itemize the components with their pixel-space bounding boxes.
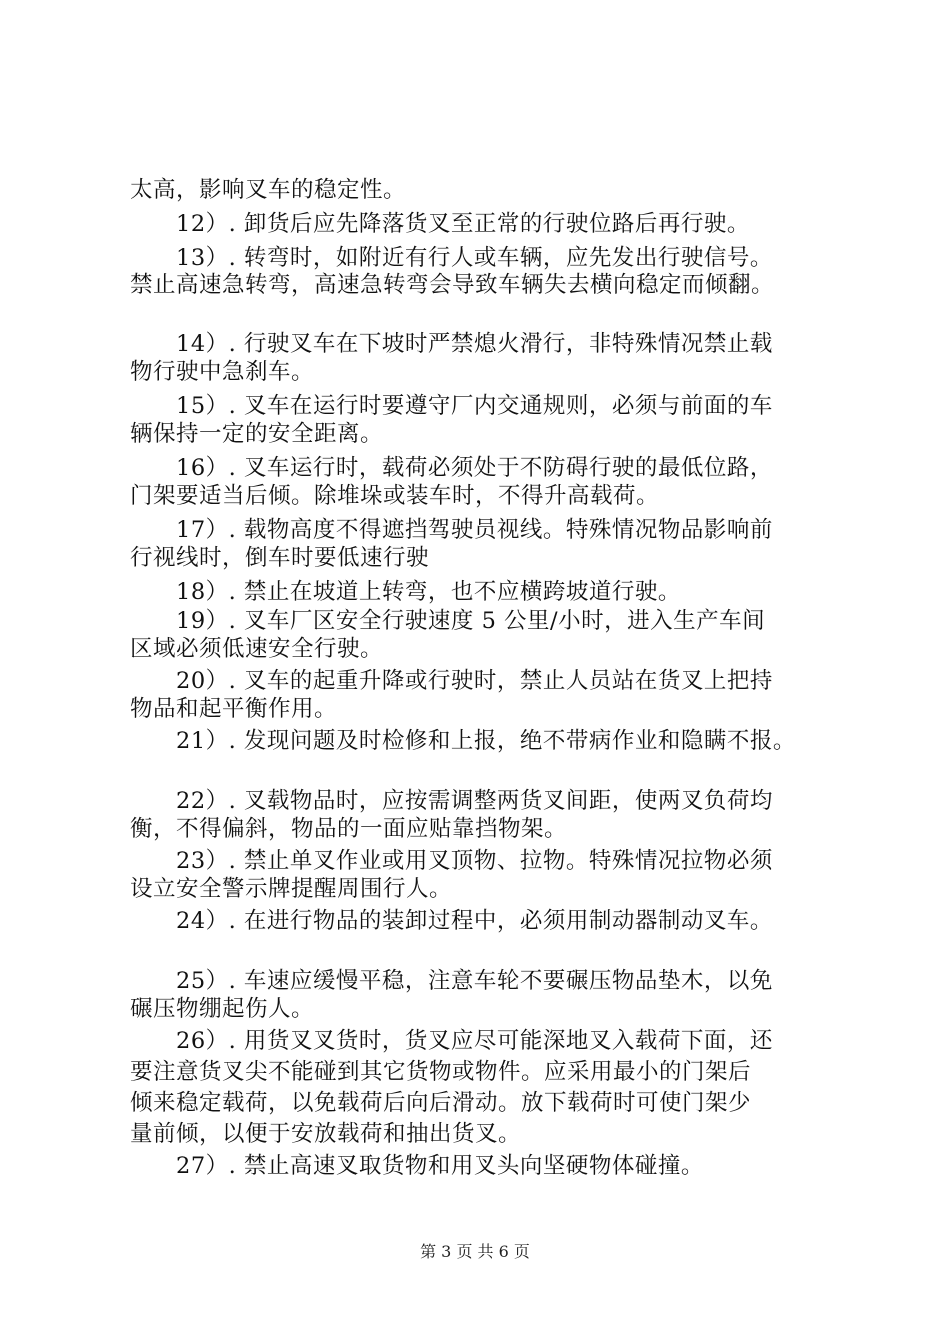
page-number-footer: 第 3 页 共 6 页 bbox=[420, 1242, 530, 1261]
text-line: 22）. 叉载物品时，应按需调整两货叉间距，使两叉负荷均 bbox=[176, 788, 773, 814]
text-line: 17）. 载物高度不得遮挡驾驶员视线。特殊情况物品影响前 bbox=[176, 517, 773, 543]
text-line: 12）. 卸货后应先降落货叉至正常的行驶位路后再行驶。 bbox=[176, 211, 750, 237]
text-line: 13）. 转弯时，如附近有行人或车辆，应先发出行驶信号。 bbox=[176, 245, 773, 271]
text-line: 24）. 在进行物品的装卸过程中，必须用制动器制动叉车。 bbox=[176, 908, 773, 934]
text-line: 26）. 用货叉叉货时，货叉应尽可能深地叉入载荷下面，还 bbox=[176, 1028, 773, 1054]
text-line: 14）. 行驶叉车在下坡时严禁熄火滑行，非特殊情况禁止载 bbox=[176, 331, 773, 357]
text-line: 衡，不得偏斜，物品的一面应贴靠挡物架。 bbox=[130, 816, 568, 842]
text-line: 门架要适当后倾。除堆垛或装车时，不得升高载荷。 bbox=[130, 483, 660, 509]
text-line: 碾压物绷起伤人。 bbox=[130, 996, 315, 1022]
text-line: 辆保持一定的安全距离。 bbox=[130, 421, 384, 447]
text-line: 要注意货叉尖不能碰到其它货物或物件。应采用最小的门架后 bbox=[130, 1059, 752, 1085]
text-line: 倾来稳定载荷，以免载荷后向后滑动。放下载荷时可使门架少 bbox=[130, 1090, 752, 1116]
text-line: 太高，影响叉车的稳定性。 bbox=[130, 177, 407, 203]
text-line: 19）. 叉车厂区安全行驶速度 5 公里/小时，进入生产车间 bbox=[176, 608, 766, 634]
text-line: 物品和起平衡作用。 bbox=[130, 696, 338, 722]
text-line: 27）. 禁止高速叉取货物和用叉头向坚硬物体碰撞。 bbox=[176, 1153, 704, 1179]
text-line: 15）. 叉车在运行时要遵守厂内交通规则，必须与前面的车 bbox=[176, 393, 773, 419]
text-line: 物行驶中急刹车。 bbox=[130, 359, 315, 385]
text-line: 设立安全警示牌提醒周围行人。 bbox=[130, 876, 453, 902]
text-line: 20）. 叉车的起重升降或行驶时，禁止人员站在货叉上把持 bbox=[176, 668, 773, 694]
text-line: 行视线时，倒车时要低速行驶 bbox=[130, 545, 430, 571]
text-line: 16）. 叉车运行时，载荷必须处于不防碍行驶的最低位路， bbox=[176, 455, 773, 481]
text-line: 25）. 车速应缓慢平稳，注意车轮不要碾压物品垫木，以免 bbox=[176, 968, 773, 994]
text-line: 区域必须低速安全行驶。 bbox=[130, 636, 384, 662]
text-line: 23）. 禁止单叉作业或用叉顶物、拉物。特殊情况拉物必须 bbox=[176, 848, 773, 874]
text-line: 禁止高速急转弯，高速急转弯会导致车辆失去横向稳定而倾翻。 bbox=[130, 272, 775, 298]
text-line: 21）. 发现问题及时检修和上报，绝不带病作业和隐瞒不报。 bbox=[176, 728, 796, 754]
text-line: 18）. 禁止在坡道上转弯，也不应横跨坡道行驶。 bbox=[176, 579, 681, 605]
text-line: 量前倾，以便于安放载荷和抽出货叉。 bbox=[130, 1121, 522, 1147]
